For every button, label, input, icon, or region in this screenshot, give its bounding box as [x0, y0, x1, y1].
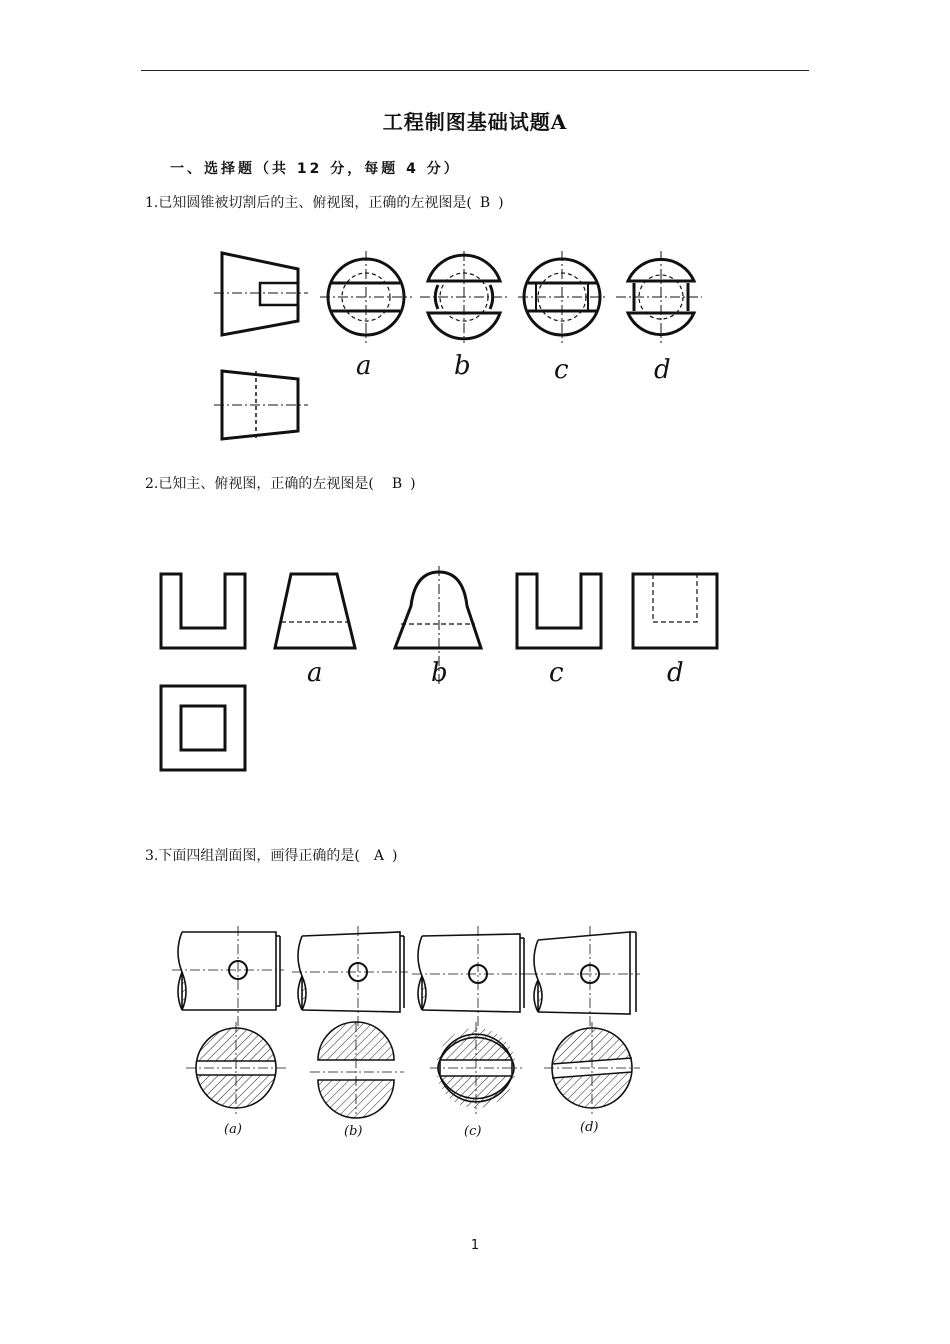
section-a-label: (a)	[224, 1122, 242, 1137]
option-a-label: a	[307, 658, 323, 688]
question-close: )	[391, 848, 398, 864]
option-b-label: b	[454, 351, 471, 381]
option-c-view	[518, 251, 606, 343]
section-d	[544, 1022, 640, 1114]
shaft-view-b	[292, 926, 408, 1026]
top-view-cone	[214, 371, 308, 439]
page-title: 工程制图基础试题A	[382, 110, 568, 134]
section-b-label: (b)	[344, 1124, 363, 1139]
option-b-label: b	[431, 658, 448, 688]
option-d-view	[633, 574, 717, 648]
answer: A	[373, 848, 384, 864]
question-text: 已知主、俯视图，正确的左视图是(	[158, 476, 374, 492]
front-view-cone	[214, 253, 308, 335]
question-text: 下面四组剖面图，画得正确的是(	[158, 848, 360, 864]
figure-q3	[172, 926, 640, 1142]
option-d-view	[616, 251, 702, 343]
figure-q1	[214, 247, 702, 443]
question-3	[145, 845, 397, 865]
section-c-label: (c)	[464, 1124, 482, 1139]
option-c-label: c	[554, 355, 569, 385]
option-d-label: d	[654, 355, 671, 385]
question-close: )	[410, 476, 416, 492]
option-a-label: a	[356, 351, 372, 381]
section-heading: 一、选择题（共 12 分，每题 4 分）	[170, 161, 461, 177]
option-c-label: c	[549, 658, 564, 688]
option-c-view	[517, 574, 601, 648]
option-a-view	[320, 251, 412, 343]
section-a	[186, 1022, 286, 1114]
page-number: 1	[470, 1238, 480, 1253]
section-d-label: (d)	[580, 1120, 599, 1135]
section-b	[310, 1022, 404, 1118]
answer: B	[479, 195, 491, 211]
shaft-view-a	[172, 926, 284, 1026]
answer: B	[391, 476, 403, 492]
question-number: 3.	[145, 848, 159, 864]
question-number: 2.	[145, 476, 159, 492]
question-text: 已知圆锥被切割后的主、俯视图，正确的左视图是(	[158, 195, 472, 211]
option-a-view	[275, 574, 355, 648]
question-close: )	[498, 195, 504, 211]
option-b-view	[420, 251, 508, 343]
question-number: 1.	[145, 195, 159, 211]
front-view-u	[161, 574, 245, 648]
header-rule	[141, 70, 809, 71]
section-c	[430, 1022, 522, 1114]
question-2	[145, 473, 416, 493]
option-d-label: d	[667, 658, 684, 688]
shaft-view-d	[528, 926, 640, 1026]
figure-q2	[157, 566, 721, 776]
top-view-square	[161, 686, 245, 770]
shaft-view-c	[412, 926, 528, 1026]
question-1	[145, 192, 504, 212]
